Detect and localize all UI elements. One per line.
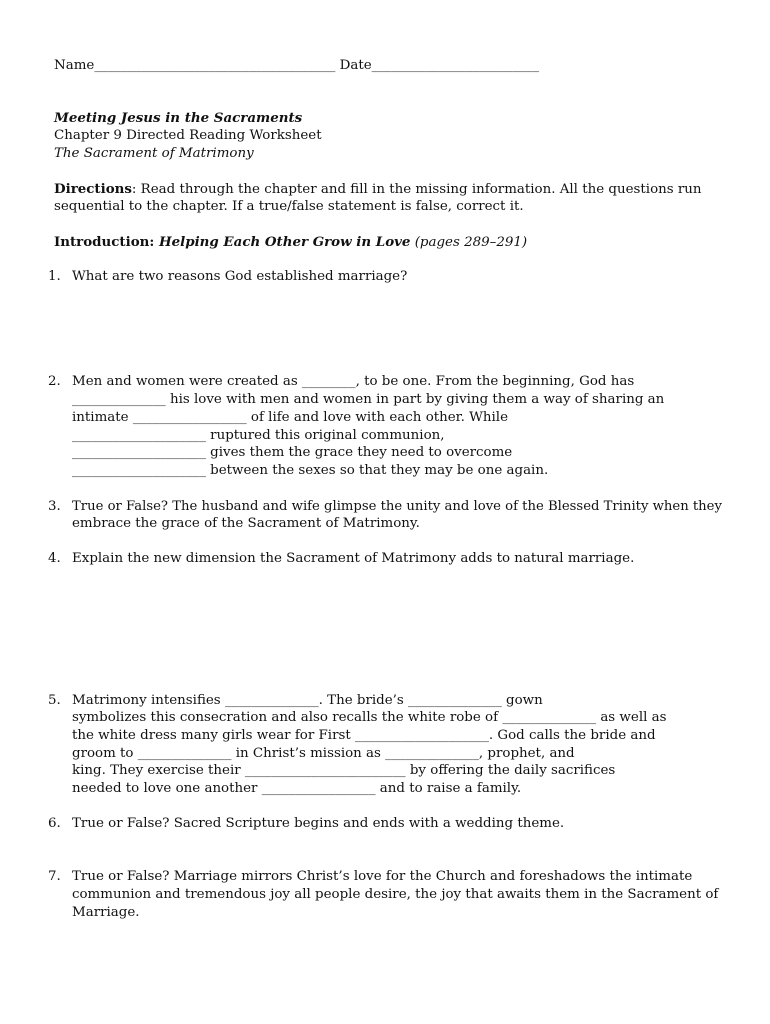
question-text: intimate _________________ of life and love with each other. While bbox=[72, 410, 508, 425]
question-text: embrace the grace of the Sacrament of Matrimony. bbox=[72, 516, 420, 531]
section-pages: (pages 289–291) bbox=[410, 235, 528, 250]
question-number: 7. bbox=[48, 869, 61, 884]
question-text: Explain the new dimension the Sacrament of Matrimony adds to natural marriage. bbox=[72, 551, 635, 566]
question-text: ____________________ between the sexes so that they may be one again. bbox=[72, 463, 549, 478]
question-text: Matrimony intensifies ______________. The bride’s ______________ gown bbox=[72, 693, 543, 708]
question-text: ______________ his love with men and women in part by giving them a way of sharing an bbox=[72, 392, 665, 407]
question-number: 6. bbox=[48, 816, 61, 831]
question-text: needed to love one another _________________ and to raise a family. bbox=[72, 781, 522, 796]
sacrament-title: The Sacrament of Matrimony bbox=[54, 146, 254, 161]
question-text: True or False? Sacred Scripture begins and ends with a wedding theme. bbox=[72, 816, 565, 831]
question-number: 1. bbox=[48, 269, 61, 284]
question-text: What are two reasons God established marriage? bbox=[72, 269, 408, 284]
question-number: 2. bbox=[48, 374, 61, 389]
question-text: Marriage. bbox=[72, 905, 140, 920]
book-title: Meeting Jesus in the Sacraments bbox=[54, 110, 303, 126]
section-heading bbox=[54, 233, 527, 252]
question-text: True or False? Marriage mirrors Christ’s love for the Church and foreshadows the intimate bbox=[72, 869, 693, 884]
question-text: ____________________ ruptured this original communion, bbox=[72, 428, 445, 443]
chapter-title: Chapter 9 Directed Reading Worksheet bbox=[54, 128, 322, 143]
name-date-line: Name____________________________________ Date_________________________ bbox=[54, 58, 540, 73]
directions-line-1 bbox=[54, 180, 702, 199]
question-text: symbolizes this consecration and also recalls the white robe of ______________ as well as bbox=[72, 710, 667, 725]
question-number: 5. bbox=[48, 693, 61, 708]
question-text: True or False? The husband and wife glimpse the unity and love of the Blessed Trinity when they bbox=[72, 499, 722, 514]
directions-label: Directions bbox=[54, 181, 132, 197]
section-title: Helping Each Other Grow in Love bbox=[158, 234, 411, 250]
question-text: communion and tremendous joy all people desire, the joy that awaits them in the Sacrament of bbox=[72, 887, 719, 902]
directions-text-1: : Read through the chapter and fill in the missing information. All the questions run bbox=[131, 182, 702, 197]
section-label: Introduction: bbox=[54, 234, 159, 250]
question-number: 4. bbox=[48, 551, 61, 566]
question-text: ____________________ gives them the grace they need to overcome bbox=[72, 445, 513, 460]
question-text: the white dress many girls wear for First ____________________. God calls the bride and bbox=[72, 728, 656, 743]
question-text: king. They exercise their ________________________ by offering the daily sacrifices bbox=[72, 763, 616, 778]
question-text: groom to ______________ in Christ’s mission as ______________, prophet, and bbox=[72, 746, 575, 761]
question-text: Men and women were created as ________, to be one. From the beginning, God has bbox=[72, 374, 635, 389]
question-number: 3. bbox=[48, 499, 61, 514]
directions-line-2: sequential to the chapter. If a true/false statement is false, correct it. bbox=[54, 199, 524, 214]
